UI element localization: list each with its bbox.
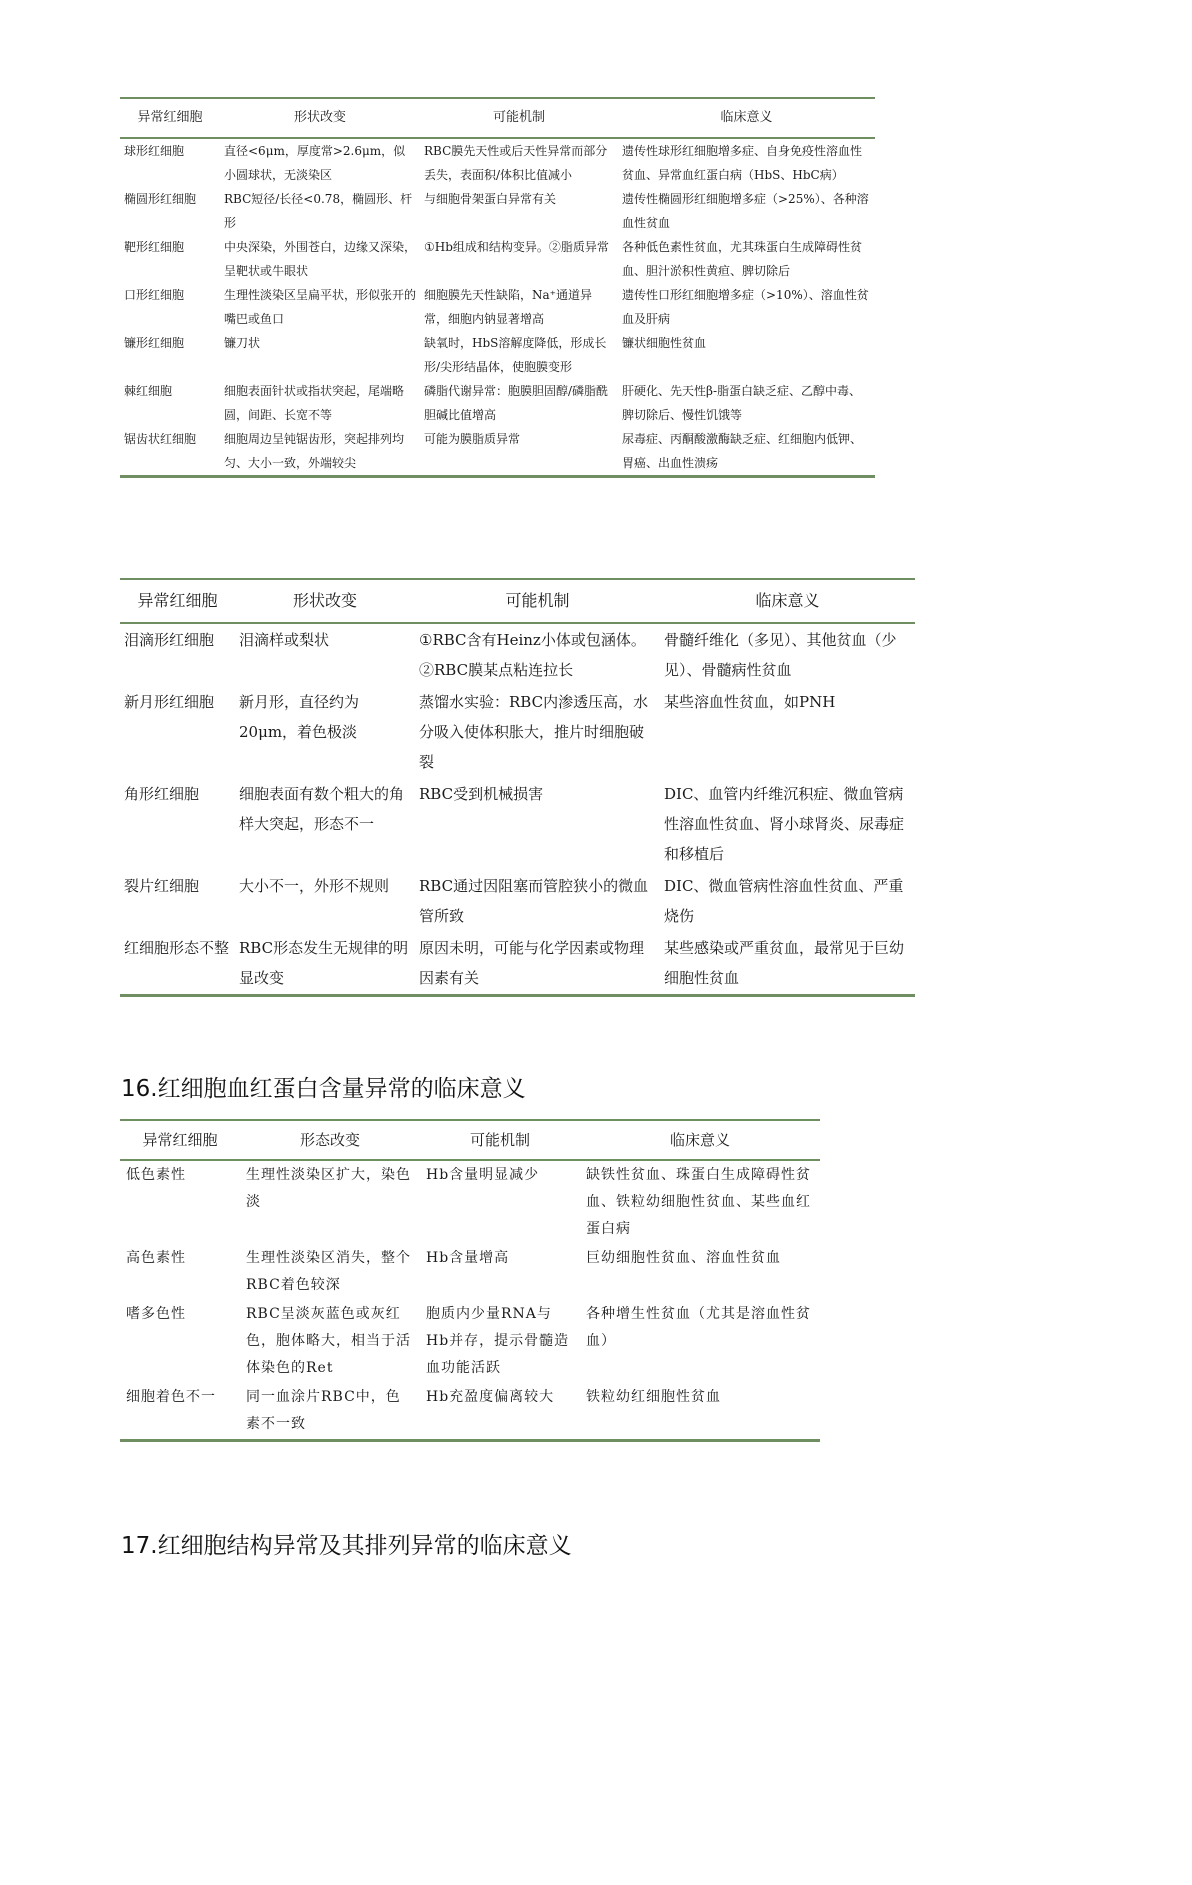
section-heading-17: 17.红细胞结构异常及其排列异常的临床意义 [121, 1533, 572, 1559]
table-cell: ①RBC含有Heinz小体或包涵体。②RBC膜某点粘连拉长 [419, 631, 646, 679]
table-header-row [120, 1120, 820, 1160]
table-hemoglobin-content [120, 1119, 820, 1442]
table-cell: Hb充盈度偏离较大 [426, 1389, 555, 1405]
table-cell: 某些感染或严重贫血，最常见于巨幼细胞性贫血 [664, 939, 905, 987]
table-cell: 肝硬化、先天性β-脂蛋白缺乏症、乙醇中毒、脾切除后、慢性饥饿等 [622, 384, 861, 422]
table-row [120, 1160, 820, 1244]
table-cell: 胞质内少量RNA与Hb并存，提示骨髓造血功能活跃 [426, 1306, 570, 1376]
table-cell: RBC通过因阻塞而管腔狭小的微血管所致 [419, 877, 649, 925]
table-cell: 可能为膜脂质异常 [424, 432, 521, 446]
table-row [120, 331, 875, 379]
table-cell: Hb含量增高 [426, 1250, 510, 1266]
table-cell: 生理性淡染区呈扁平状，形似张开的嘴巴或鱼口 [224, 288, 417, 326]
table-cell: 镰状细胞性贫血 [622, 336, 707, 350]
table-cell: ①Hb组成和结构变异。②脂质异常 [424, 240, 609, 254]
table-cell: 各种低色素性贫血，尤其珠蛋白生成障碍性贫血、胆汁淤积性黄疸、脾切除后 [622, 240, 863, 278]
table-cell: 角形红细胞 [124, 785, 200, 803]
table-row [120, 778, 915, 870]
header-cell: 形态改变 [299, 1130, 360, 1149]
table-cell: 缺铁性贫血、珠蛋白生成障碍性贫血、铁粒幼细胞性贫血、某些血红蛋白病 [586, 1167, 811, 1237]
header-cell: 临床意义 [720, 110, 773, 125]
table-row [120, 1300, 820, 1383]
table-row [120, 623, 915, 686]
table-cell: 磷脂代谢异常：胞膜胆固醇/磷脂酰胆碱比值增高 [424, 384, 609, 422]
header-cell: 形状改变 [293, 110, 346, 125]
table-cell: 大小不一，外形不规则 [239, 877, 390, 895]
header-cell: 形状改变 [292, 591, 357, 610]
table-row [120, 932, 915, 996]
table-cell: 细胞着色不一 [126, 1389, 216, 1405]
table-row [120, 870, 915, 932]
table-cell: 遗传性球形红细胞增多症、自身免疫性溶血性贫血、异常血红蛋白病（HbS、HbC病） [622, 144, 863, 182]
table-cell: 红细胞形态不整 [124, 939, 230, 957]
table-cell: 口形红细胞 [124, 288, 185, 302]
table-cell: 新月形，直径约为20μm，着色极淡 [239, 693, 360, 741]
table-cell: 裂片红细胞 [124, 877, 200, 895]
table-row [120, 235, 875, 283]
table-cell: 生理性淡染区消失，整个RBC着色较深 [246, 1250, 411, 1293]
table-cell: 球形红细胞 [124, 144, 185, 158]
table-cell: 高色素性 [126, 1250, 186, 1266]
table-header-row [120, 98, 875, 138]
table-cell: 椭圆形红细胞 [124, 192, 197, 206]
table-cell: 棘红细胞 [124, 384, 173, 398]
table-cell: 尿毒症、丙酮酸激酶缺乏症、红细胞内低钾、胃癌、出血性溃疡 [622, 432, 863, 470]
table-cell: 遗传性口形红细胞增多症（>10%）、溶血性贫血及肝病 [622, 288, 869, 326]
header-cell: 异常红细胞 [137, 591, 218, 610]
table-cell: 铁粒幼红细胞性贫血 [586, 1389, 721, 1405]
table-cell: 与细胞骨架蛋白异常有关 [424, 192, 557, 206]
table-cell: RBC形态发生无规律的明显改变 [239, 939, 409, 987]
section-heading-16: 16.红细胞血红蛋白含量异常的临床意义 [121, 1076, 526, 1102]
table-header-row [120, 579, 915, 623]
table-cell: 骨髓纤维化（多见）、其他贫血（少见）、骨髓病性贫血 [664, 631, 897, 679]
table-cell: 低色素性 [126, 1167, 186, 1183]
table-row [120, 1244, 820, 1300]
table-cell: 蒸馏水实验：RBC内渗透压高，水分吸入使体积胀大，推片时细胞破裂 [419, 693, 649, 771]
table-cell: 生理性淡染区扩大，染色淡 [246, 1167, 411, 1210]
table-cell: RBC短径/长径<0.78，椭圆形、杆形 [224, 192, 413, 230]
table-row [120, 379, 875, 427]
table-cell: 原因未明，可能与化学因素或物理因素有关 [419, 939, 645, 987]
table-cell: 嗜多色性 [126, 1306, 186, 1322]
table-row [120, 1383, 820, 1441]
header-cell: 异常红细胞 [142, 1130, 218, 1149]
table-cell: DIC、血管内纤维沉积症、微血管病性溶血性贫血、肾小球肾炎、尿毒症和移植后 [664, 785, 905, 863]
header-cell: 异常红细胞 [137, 110, 203, 125]
table-cell: 细胞表面有数个粗大的角样大突起，形态不一 [239, 785, 405, 833]
table-cell: 缺氧时，HbS溶解度降低，形成长形/尖形结晶体，使胞膜变形 [424, 336, 607, 374]
table-cell: 靶形红细胞 [124, 240, 185, 254]
table-cell: 某些溶血性贫血，如PNH [664, 693, 836, 711]
table-row [120, 686, 915, 778]
header-cell: 临床意义 [669, 1130, 730, 1149]
table-cell: 泪滴样或梨状 [239, 631, 330, 649]
table-row [120, 283, 875, 331]
table-cell: 遗传性椭圆形红细胞增多症（>25%）、各种溶血性贫血 [622, 192, 869, 230]
table-cell: 镰形红细胞 [124, 336, 185, 350]
table-row [120, 138, 875, 187]
table-cell: RBC受到机械损害 [419, 785, 544, 803]
header-cell: 临床意义 [755, 591, 820, 610]
table-row [120, 427, 875, 477]
table-cell: 巨幼细胞性贫血、溶血性贫血 [586, 1250, 781, 1266]
table-cell: 细胞表面针状或指状突起，尾端略圆，间距、长宽不等 [224, 384, 405, 422]
table-cell: 同一血涂片RBC中，色素不一致 [246, 1389, 401, 1432]
table-cell: 各种增生性贫血（尤其是溶血性贫血） [586, 1306, 811, 1349]
table-cell: 中央深染，外围苍白，边缘又深染，呈靶状或牛眼状 [224, 240, 417, 278]
table-cell: 细胞膜先天性缺陷，Na⁺通道异常，细胞内钠显著增高 [424, 288, 592, 326]
table-cell: RBC呈淡灰蓝色或灰红色，胞体略大，相当于活体染色的Ret [246, 1306, 411, 1376]
header-cell: 可能机制 [505, 591, 570, 610]
header-cell: 可能机制 [469, 1130, 530, 1149]
table-cell: 细胞周边呈钝锯齿形，突起排列均匀、大小一致，外端较尖 [224, 432, 405, 470]
table-row [120, 187, 875, 235]
table-cell: 直径<6μm，厚度常>2.6μm，似小圆球状，无淡染区 [224, 144, 406, 182]
table-cell: Hb含量明显减少 [426, 1167, 540, 1183]
table-cell: RBC膜先天性或后天性异常而部分丢失，表面积/体积比值减小 [424, 144, 608, 182]
table-cell: 新月形红细胞 [124, 693, 215, 711]
table-cell: 泪滴形红细胞 [124, 631, 215, 649]
table-cell: DIC、微血管病性溶血性贫血、严重烧伤 [664, 877, 904, 925]
header-cell: 可能机制 [492, 110, 545, 125]
table-abnormal-rbc-shape-1 [120, 97, 875, 478]
table-cell: 镰刀状 [224, 336, 261, 350]
table-abnormal-rbc-shape-2 [120, 578, 915, 997]
table-cell: 锯齿状红细胞 [124, 432, 197, 446]
